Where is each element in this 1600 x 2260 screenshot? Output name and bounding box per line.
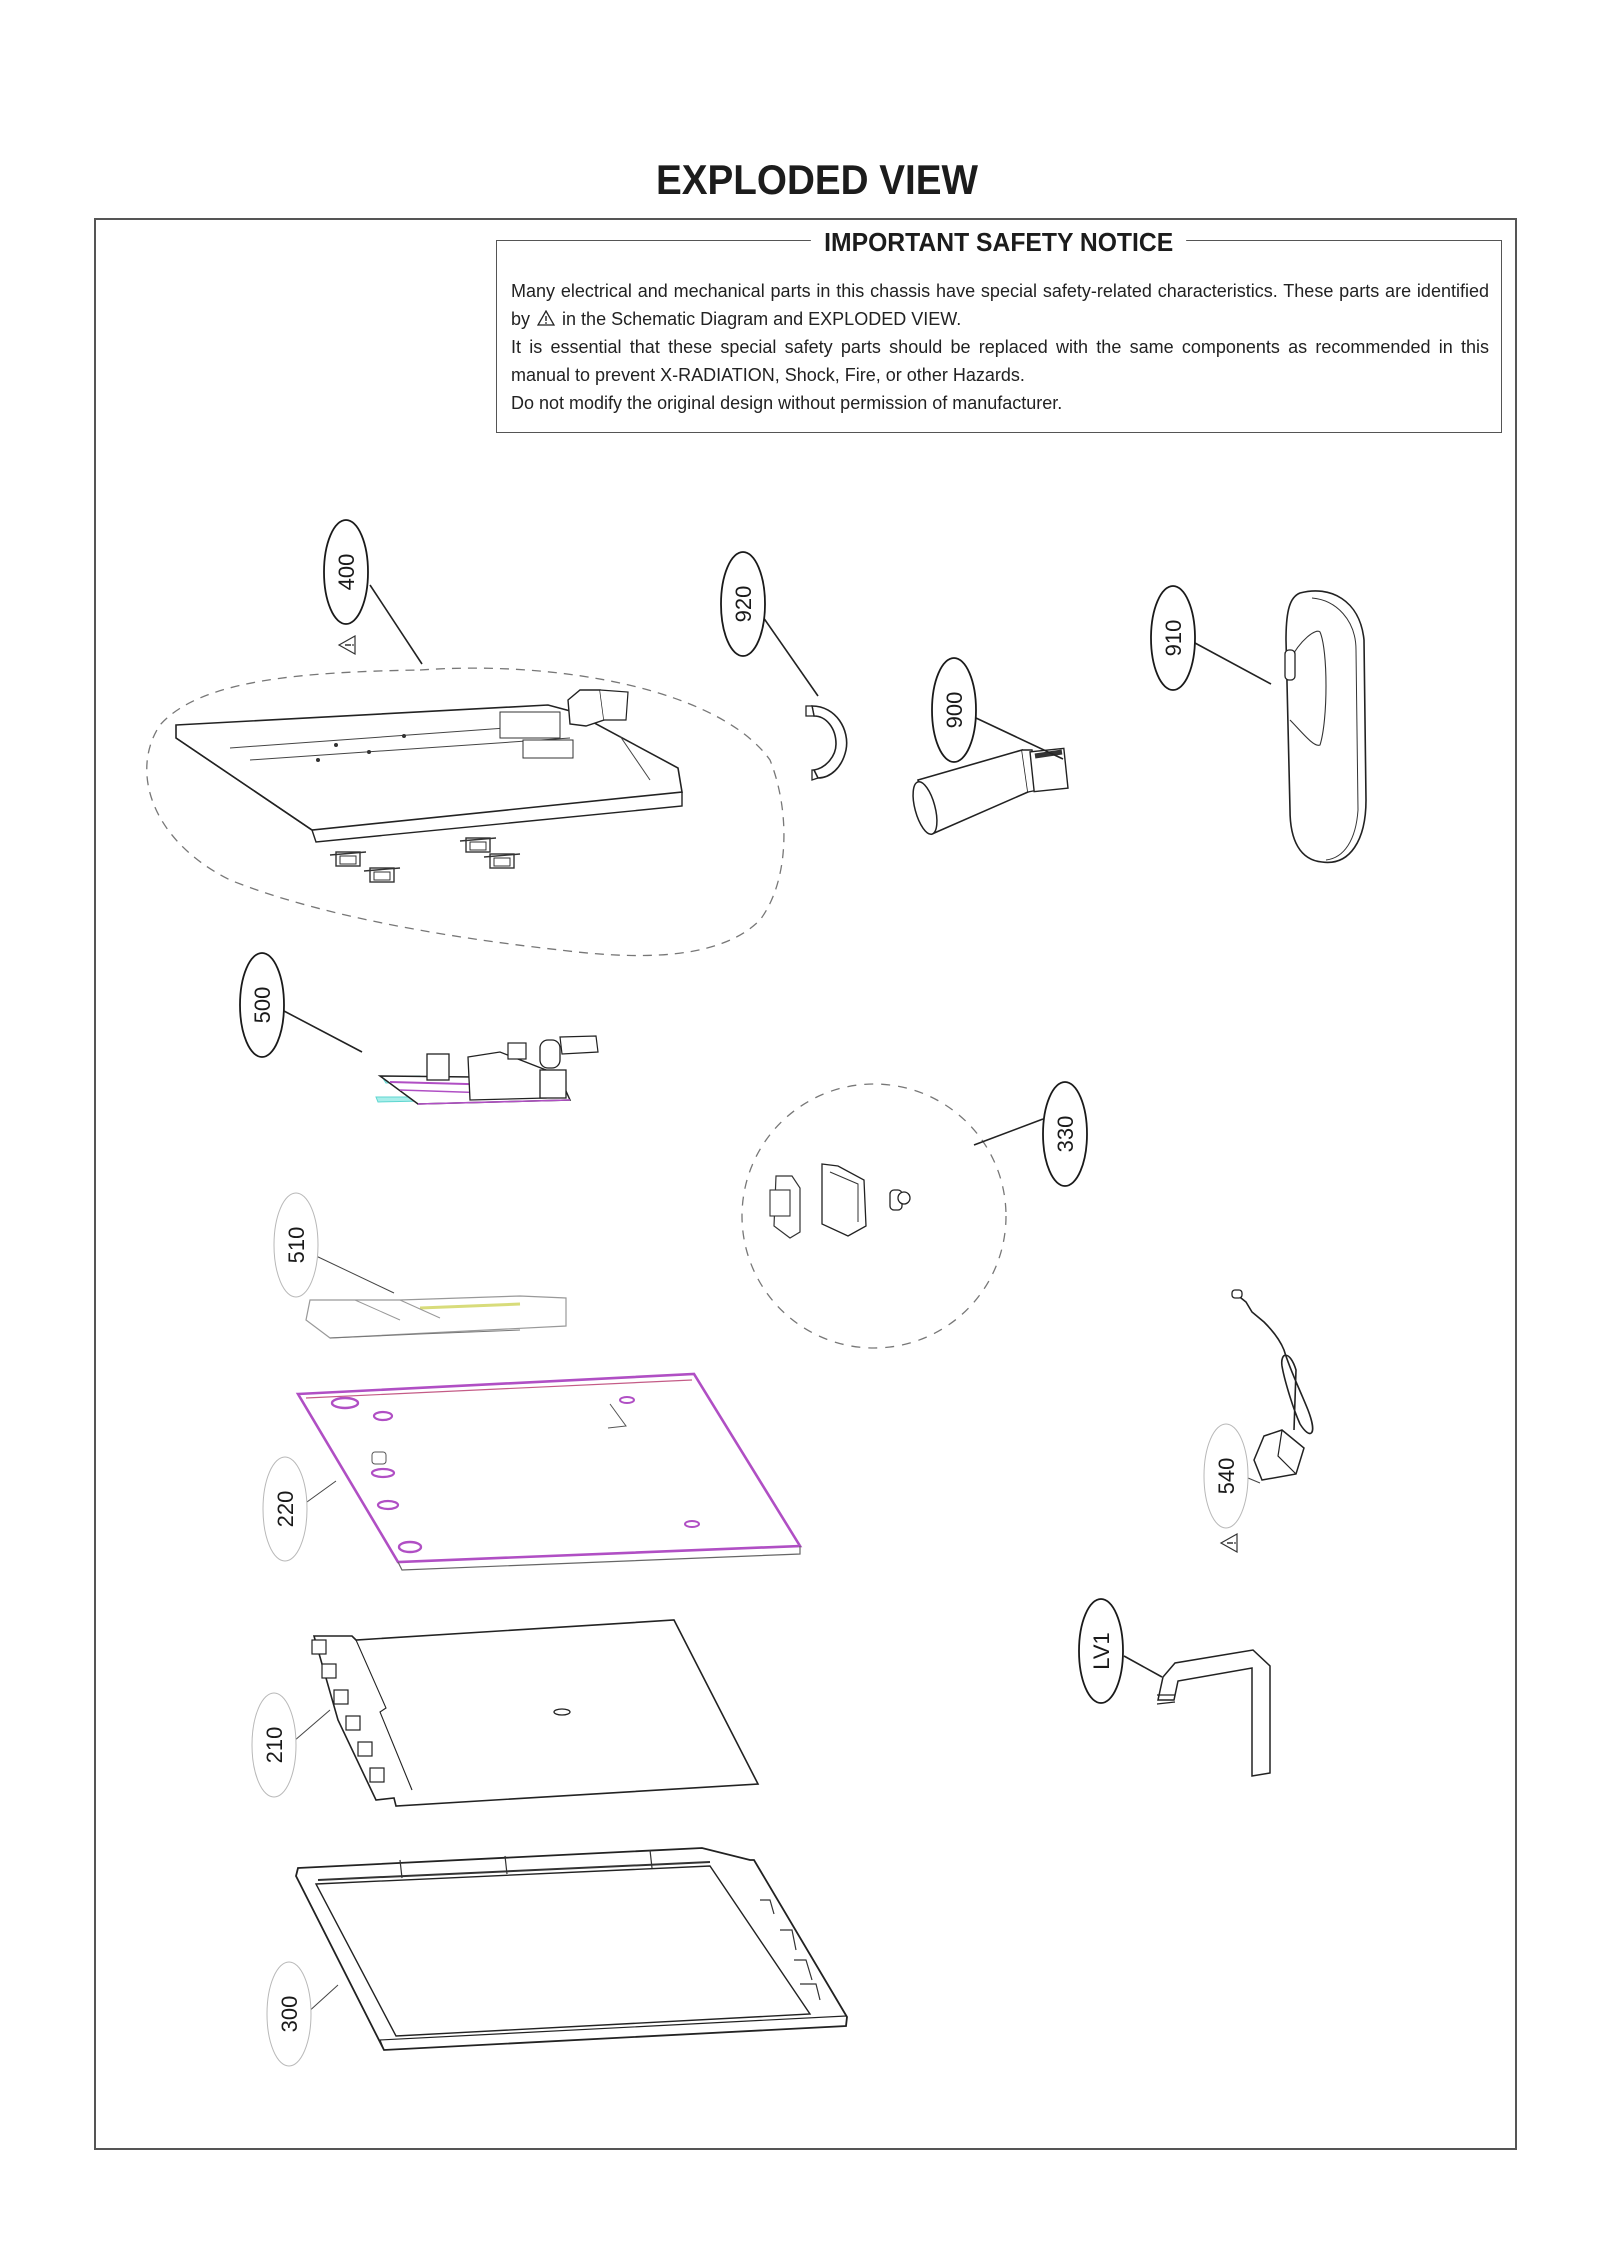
callout-500 bbox=[240, 953, 362, 1057]
callout-540 bbox=[1204, 1424, 1260, 1552]
safety-notice-title: IMPORTANT SAFETY NOTICE bbox=[811, 227, 1187, 258]
callout-label: 400 bbox=[334, 553, 359, 591]
callout-400 bbox=[324, 520, 422, 664]
part-900-stand-neck bbox=[908, 748, 1068, 836]
callout-300 bbox=[267, 1962, 338, 2066]
callout-900 bbox=[932, 658, 1063, 762]
part-lv1-cable bbox=[1157, 1650, 1270, 1776]
callout-910 bbox=[1151, 586, 1271, 690]
notice-text: Many electrical and mechanical parts in this chassis have special safety-related characteristics. These parts are identified by bbox=[511, 281, 1489, 329]
leader-line bbox=[370, 585, 422, 664]
callout-label: 510 bbox=[284, 1226, 309, 1264]
callout-label: 920 bbox=[731, 585, 756, 623]
part-920-hinge-cover bbox=[806, 706, 847, 780]
leader-line bbox=[294, 1710, 330, 1741]
callout-label: 220 bbox=[273, 1490, 298, 1528]
callout-210 bbox=[252, 1693, 330, 1797]
callout-220 bbox=[263, 1457, 336, 1561]
callout-label: 500 bbox=[250, 986, 275, 1024]
part-220-rear-frame bbox=[298, 1374, 800, 1570]
part-300-front-bezel bbox=[296, 1848, 847, 2050]
safety-notice-paragraph-3: Do not modify the original design without permission of manufacturer. bbox=[511, 393, 1063, 413]
safety-warning-icon bbox=[1221, 1534, 1237, 1552]
safety-warning-icon bbox=[339, 636, 355, 654]
callout-label: 910 bbox=[1161, 619, 1186, 657]
leader-line bbox=[1124, 1656, 1162, 1677]
callout-label: 300 bbox=[277, 1995, 302, 2033]
leader-line bbox=[763, 617, 818, 696]
page-title: EXPLODED VIEW bbox=[655, 156, 979, 203]
leader-line bbox=[284, 1011, 362, 1052]
part-210-lcd-panel bbox=[312, 1620, 758, 1806]
callout-label: 330 bbox=[1053, 1115, 1078, 1153]
part-510-board-bracket bbox=[306, 1296, 566, 1338]
part-910-stand-body bbox=[1285, 591, 1366, 862]
callout-920 bbox=[721, 552, 818, 696]
leader-line bbox=[1195, 643, 1271, 684]
callout-330 bbox=[974, 1082, 1087, 1186]
leader-line bbox=[974, 1119, 1043, 1145]
notice-text: in the Schematic Diagram and EXPLODED VIEW. bbox=[562, 309, 962, 329]
callout-lv1 bbox=[1079, 1599, 1162, 1703]
callout-510 bbox=[274, 1193, 394, 1297]
part-400-stand-base bbox=[147, 668, 784, 955]
part-330-control-key-assembly bbox=[742, 1084, 1006, 1348]
callout-label: 210 bbox=[262, 1726, 287, 1764]
callout-label: LV1 bbox=[1089, 1632, 1114, 1670]
safety-notice-paragraph-2: It is essential that these special safety parts should be replaced with the same components as recommended in this manual to prevent X-RADIATION, Shock, Fire, or other Hazards. bbox=[511, 337, 1489, 385]
callout-label: 540 bbox=[1214, 1457, 1239, 1495]
callout-label: 900 bbox=[942, 691, 967, 729]
part-500-main-board bbox=[376, 1036, 598, 1104]
leader-line bbox=[1248, 1478, 1260, 1483]
leader-line bbox=[314, 1255, 394, 1293]
